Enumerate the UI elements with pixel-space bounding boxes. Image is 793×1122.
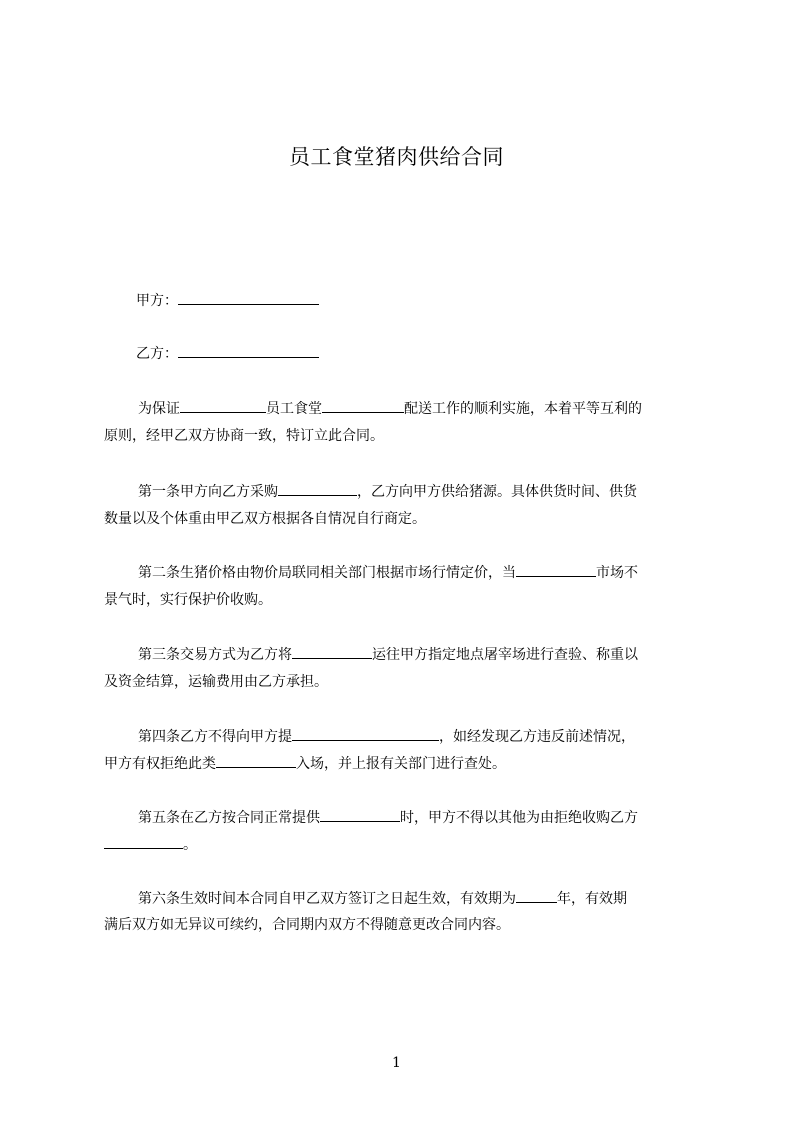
article5-text-b: 时，甲方不得以其他为由拒绝收购乙方 <box>400 810 638 826</box>
article6-line-2: 满后双方如无异议可续约，合同期内双方不得随意更改合同内容。 <box>104 917 510 933</box>
article4-blank-1[interactable] <box>292 726 439 741</box>
article1-line-2: 数量以及个体重由甲乙双方根据各自情况自行商定。 <box>104 511 426 527</box>
document-title: 员工食堂猪肉供给合同 <box>289 145 504 169</box>
article1-text-a: 第一条甲方向乙方采购 <box>138 484 278 500</box>
article5-blank-1[interactable] <box>320 807 400 822</box>
article1-blank[interactable] <box>278 481 357 496</box>
article2-line-2: 景气时，实行保护价收购。 <box>104 592 272 608</box>
article6-text-b: 年，有效期 <box>557 891 627 907</box>
intro-line-2: 原则，经甲乙双方协商一致，特订立此合同。 <box>104 428 384 444</box>
article5-text-a: 第五条在乙方按合同正常提供 <box>138 810 320 826</box>
intro-text-c: 配送工作的顺利实施，本着平等互利的 <box>404 401 642 417</box>
intro-text-a: 为保证 <box>138 401 180 417</box>
page-number: 1 <box>392 1055 401 1071</box>
article6-line-1 <box>138 888 738 909</box>
intro-text-b: 员工食堂 <box>266 401 322 417</box>
article3-text-a: 第三条交易方式为乙方将 <box>138 647 292 663</box>
article4-line-1 <box>138 726 738 747</box>
party-a-label: 甲方： <box>136 293 178 309</box>
intro-blank-2[interactable] <box>322 398 404 413</box>
party-b-label: 乙方： <box>136 346 178 362</box>
article3-line-1 <box>138 644 738 665</box>
article2-line-1 <box>138 562 738 583</box>
article4-blank-2[interactable] <box>216 753 296 768</box>
party-b-blank[interactable] <box>178 343 319 358</box>
article5-line-2 <box>104 834 704 855</box>
article4-text-a: 第四条乙方不得向甲方提 <box>138 729 292 745</box>
article3-blank[interactable] <box>292 644 372 659</box>
article5-blank-2[interactable] <box>104 834 183 849</box>
article4-text-b: ，如经发现乙方违反前述情况， <box>439 729 635 745</box>
intro-blank-1[interactable] <box>180 398 266 413</box>
article6-blank[interactable] <box>516 888 557 903</box>
party-a-line <box>136 290 736 311</box>
article1-line-1 <box>138 481 738 502</box>
article4-text-c: 甲方有权拒绝此类 <box>104 756 216 772</box>
intro-line-1 <box>138 398 738 419</box>
article2-text-b: 市场不 <box>596 565 638 581</box>
article4-text-d: 入场，并上报有关部门进行查处。 <box>296 756 506 772</box>
party-a-blank[interactable] <box>178 290 319 305</box>
article3-text-b: 运往甲方指定地点屠宰场进行查验、称重以 <box>372 647 638 663</box>
article6-text-a: 第六条生效时间本合同自甲乙双方签订之日起生效，有效期为 <box>138 891 516 907</box>
article1-text-b: ，乙方向甲方供给猪源。具体供货时间、供货 <box>357 484 637 500</box>
article2-blank[interactable] <box>516 562 596 577</box>
article5-text-c: 。 <box>183 837 197 853</box>
article2-text-a: 第二条生猪价格由物价局联同相关部门根据市场行情定价，当 <box>138 565 516 581</box>
article4-line-2 <box>104 753 704 774</box>
article3-line-2: 及资金结算，运输费用由乙方承担。 <box>104 674 328 690</box>
article5-line-1 <box>138 807 738 828</box>
party-b-line <box>136 343 736 364</box>
